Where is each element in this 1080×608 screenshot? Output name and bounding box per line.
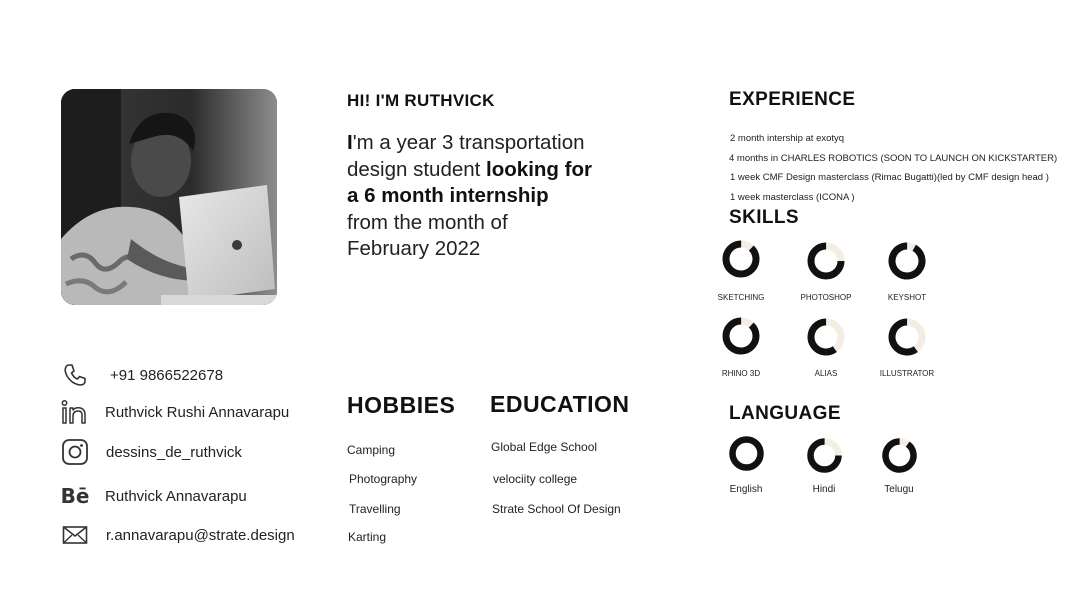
mail-icon bbox=[61, 521, 89, 549]
hobby-item: Camping bbox=[347, 443, 396, 457]
contact-phone[interactable] bbox=[61, 361, 223, 389]
ring-progress bbox=[887, 241, 928, 282]
phone-number: +91 9866522678 bbox=[110, 366, 224, 384]
greeting-heading: HI! I'M RUTHVICK bbox=[347, 91, 495, 110]
phone-icon bbox=[61, 361, 89, 389]
experience-heading: EXPERIENCE bbox=[729, 89, 856, 110]
ring-label: KEYSHOT bbox=[887, 293, 927, 302]
language-ring bbox=[804, 435, 845, 476]
experience-item: 2 month intership at exotyq bbox=[730, 133, 845, 144]
skill-ring bbox=[885, 315, 929, 359]
intro-line4: from the month of bbox=[347, 210, 508, 234]
ring-progress bbox=[720, 238, 762, 280]
skills-heading: SKILLS bbox=[729, 207, 799, 228]
linkedin-icon bbox=[61, 398, 89, 426]
ring-label: PHOTOSHOP bbox=[800, 293, 852, 302]
contact-linkedin[interactable] bbox=[61, 398, 289, 426]
ring-label: Telugu bbox=[884, 484, 914, 495]
education-item: Strate School Of Design bbox=[492, 502, 621, 516]
behance-icon: Bē bbox=[60, 484, 90, 508]
language-ring bbox=[879, 435, 920, 476]
ring-label: RHINO 3D bbox=[721, 369, 761, 378]
ring-label: Hindi bbox=[812, 484, 836, 495]
ring-label: English bbox=[729, 484, 763, 495]
language-ring bbox=[726, 433, 767, 474]
contact-email[interactable] bbox=[61, 521, 295, 549]
profile-photo bbox=[61, 89, 277, 305]
education-heading: EDUCATION bbox=[490, 391, 630, 417]
hobby-item: Karting bbox=[348, 530, 387, 544]
behance-name: Ruthvick Annavarapu bbox=[105, 487, 247, 505]
linkedin-name: Ruthvick Rushi Annavarapu bbox=[105, 403, 290, 421]
ring-progress bbox=[879, 435, 918, 474]
contact-instagram[interactable] bbox=[61, 438, 242, 466]
ring-progress bbox=[720, 315, 762, 357]
ring-progress bbox=[732, 439, 760, 467]
language-heading: LANGUAGE bbox=[729, 403, 841, 424]
email-address: r.annavarapu@strate.design bbox=[106, 526, 295, 544]
intro-line5: February 2022 bbox=[347, 237, 481, 261]
hobby-item: Photography bbox=[349, 472, 418, 486]
experience-item: 1 week CMF Design masterclass (Rimac Bugatti)(led by CMF design head ) bbox=[730, 172, 1049, 183]
experience-item: 4 months in CHARLES ROBOTICS (SOON TO LAUNCH ON KICKSTARTER) bbox=[729, 153, 1058, 164]
skill-ring bbox=[719, 314, 763, 358]
intro-line3: a 6 month internship bbox=[347, 184, 549, 208]
skill-ring bbox=[885, 239, 929, 283]
education-item: Global Edge School bbox=[491, 440, 598, 454]
intro-text bbox=[347, 130, 677, 263]
skill-ring bbox=[719, 237, 763, 281]
skill-ring bbox=[804, 239, 848, 283]
intro-line2: design student looking for bbox=[347, 157, 592, 181]
instagram-handle: dessins_de_ruthvick bbox=[106, 443, 242, 461]
ring-label: SKETCHING bbox=[717, 293, 765, 302]
experience-item: 1 week masterclass (ICONA ) bbox=[730, 192, 855, 203]
ring-label: ILLUSTRATOR bbox=[879, 369, 935, 378]
education-item: velociity college bbox=[493, 472, 578, 486]
hobbies-heading: HOBBIES bbox=[347, 392, 456, 418]
instagram-icon bbox=[61, 438, 89, 466]
skill-ring bbox=[804, 315, 848, 359]
ring-label: ALIAS bbox=[814, 369, 838, 378]
intro-line1: I'm a year 3 transportation bbox=[347, 131, 585, 154]
contact-behance[interactable] bbox=[61, 482, 247, 510]
hobby-item: Travelling bbox=[349, 502, 401, 516]
